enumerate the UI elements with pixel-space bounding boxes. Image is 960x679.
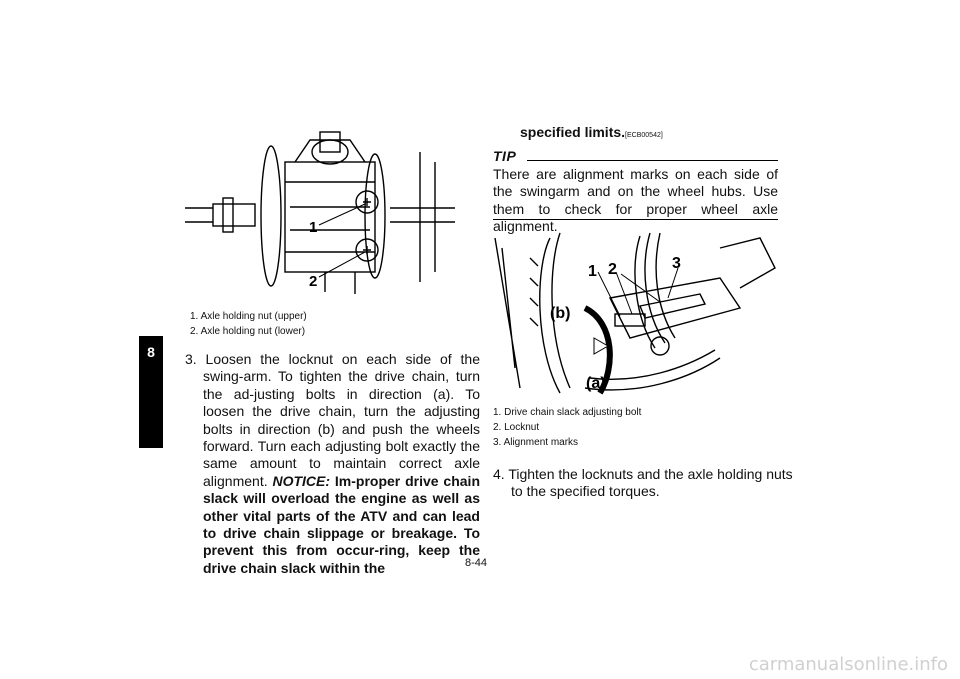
- callout-1: 1: [588, 263, 597, 280]
- tip-header: [493, 150, 778, 164]
- adjusting-bolt-illustration: [490, 228, 780, 396]
- step-3-text: 3. Loosen the locknut on each side of the swing-arm. To tighten the drive chain, turn the ad-justing bolts in direction (a). To loosen the drive chain, turn the adjusting bolts in direction (b) and push the wheels forward. Turn each adjusting bolt exactly the same amount to maintain correct axle alignment.: [185, 351, 480, 489]
- reference-code: [ECB00542]: [625, 132, 663, 139]
- tip-body: There are alignment marks on each side of the swingarm and on the wheel hubs. Use them to check for proper wheel axle alignment.: [493, 166, 778, 235]
- step-4: 4. Tighten the locknuts and the axle holding nuts to the specified torques.: [493, 466, 793, 500]
- chapter-tab: 8: [139, 336, 163, 448]
- callout-3: 3: [672, 255, 681, 272]
- step-3: [185, 351, 480, 577]
- continuation-bold: specified limits.: [520, 124, 626, 140]
- callout-b: (b): [550, 305, 571, 322]
- caption-item: 3. Alignment marks: [493, 437, 579, 448]
- notice-text: Im-proper drive chain slack will overload the engine as well as other vital parts of the ATV and can lead to drive chain slippage or breakage. To prevent this from occur-ring, keep the drive chain slack within the: [203, 472, 480, 576]
- figure2-caption: [493, 405, 641, 450]
- caption-item: 1. Axle holding nut (upper): [190, 311, 307, 322]
- callout-2: 2: [608, 261, 617, 278]
- axle-nut-illustration: [185, 122, 455, 297]
- notice-label: NOTICE:: [272, 472, 331, 489]
- tip-rule: [527, 160, 778, 161]
- continuation-text: [520, 124, 663, 140]
- caption-item: 2. Axle holding nut (lower): [190, 326, 306, 337]
- page-number: 8-44: [465, 557, 488, 569]
- caption-item: 1. Drive chain slack adjusting bolt: [493, 407, 642, 418]
- tip-label: TIP: [493, 148, 517, 164]
- caption-item: 2. Locknut: [493, 422, 540, 433]
- callout-a: (a): [586, 375, 606, 392]
- callout-1: 1: [309, 219, 318, 236]
- callout-2: 2: [309, 273, 318, 290]
- watermark: carmanualsonline.info: [748, 654, 948, 675]
- tip-end-rule: [493, 219, 778, 220]
- figure1-caption: [190, 309, 307, 339]
